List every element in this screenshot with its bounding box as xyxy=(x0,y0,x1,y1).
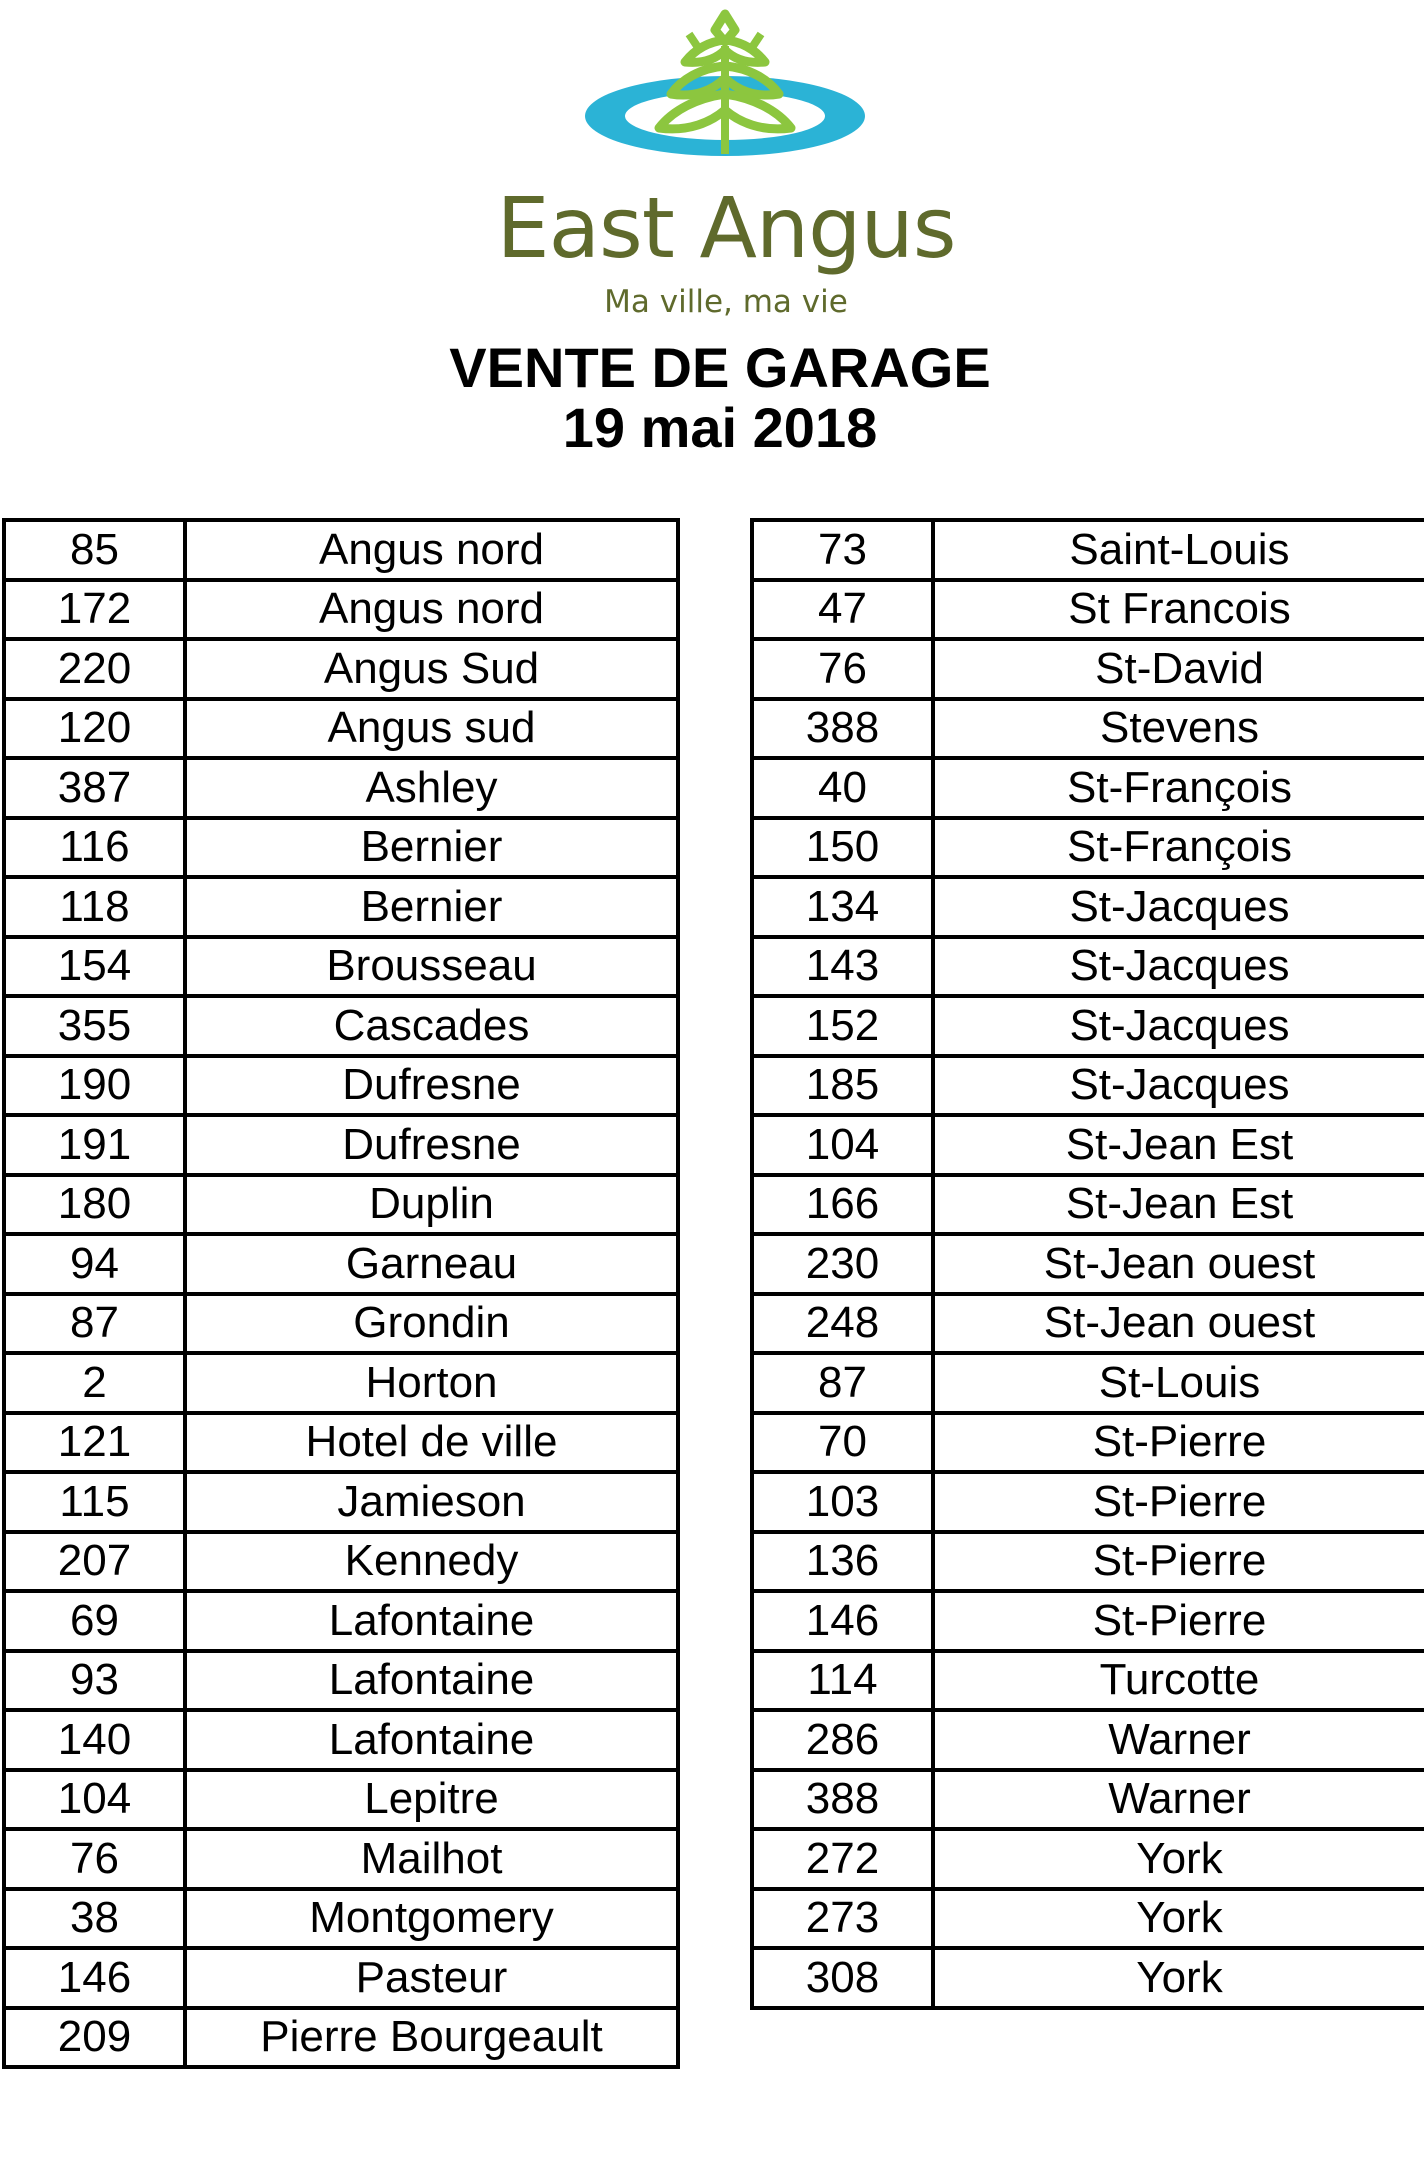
street-name-cell: St-François xyxy=(933,758,1424,818)
table-row xyxy=(4,1889,678,1949)
civic-number-cell: 69 xyxy=(4,1591,185,1651)
table-row xyxy=(752,1056,1424,1116)
street-name-cell: Jamieson xyxy=(185,1472,678,1532)
table-row xyxy=(4,1175,678,1235)
table-row xyxy=(4,937,678,997)
civic-number-cell: 120 xyxy=(4,699,185,759)
civic-number-cell: 190 xyxy=(4,1056,185,1116)
civic-number-cell: 40 xyxy=(752,758,933,818)
table-row xyxy=(752,1889,1424,1949)
street-name-cell: Hotel de ville xyxy=(185,1413,678,1473)
table-row xyxy=(4,1770,678,1830)
street-name-cell: St-Jean ouest xyxy=(933,1294,1424,1354)
address-table-left xyxy=(2,518,680,2069)
table-row xyxy=(4,1294,678,1354)
table-row xyxy=(4,1472,678,1532)
civic-number-cell: 272 xyxy=(752,1829,933,1889)
table-row xyxy=(752,1710,1424,1770)
civic-number-cell: 209 xyxy=(4,2008,185,2068)
civic-number-cell: 87 xyxy=(4,1294,185,1354)
civic-number-cell: 308 xyxy=(752,1948,933,2008)
street-name-cell: Turcotte xyxy=(933,1651,1424,1711)
street-name-cell: York xyxy=(933,1948,1424,2008)
table-row xyxy=(752,1532,1424,1592)
civic-number-cell: 152 xyxy=(752,996,933,1056)
table-row xyxy=(4,520,678,580)
civic-number-cell: 207 xyxy=(4,1532,185,1592)
civic-number-cell: 146 xyxy=(752,1591,933,1651)
street-name-cell: Angus Sud xyxy=(185,639,678,699)
civic-number-cell: 114 xyxy=(752,1651,933,1711)
street-name-cell: Grondin xyxy=(185,1294,678,1354)
table-row xyxy=(4,1948,678,2008)
table-row xyxy=(752,1234,1424,1294)
table-row xyxy=(752,580,1424,640)
table-row xyxy=(752,1472,1424,1532)
table-row xyxy=(4,877,678,937)
street-name-cell: Cascades xyxy=(185,996,678,1056)
table-row xyxy=(752,1175,1424,1235)
table-row xyxy=(4,1710,678,1770)
street-name-cell: St-Louis xyxy=(933,1353,1424,1413)
street-name-cell: Bernier xyxy=(185,877,678,937)
street-name-cell: St-Jacques xyxy=(933,877,1424,937)
table-row xyxy=(4,1056,678,1116)
street-name-cell: Lafontaine xyxy=(185,1651,678,1711)
brand-slogan: Ma ville, ma vie xyxy=(604,284,848,320)
table-row xyxy=(752,639,1424,699)
table-row xyxy=(752,1115,1424,1175)
brand-name: East Angus xyxy=(496,179,956,277)
civic-number-cell: 172 xyxy=(4,580,185,640)
table-row xyxy=(752,699,1424,759)
street-name-cell: Lafontaine xyxy=(185,1710,678,1770)
civic-number-cell: 47 xyxy=(752,580,933,640)
street-name-cell: Angus sud xyxy=(185,699,678,759)
civic-number-cell: 38 xyxy=(4,1889,185,1949)
table-row xyxy=(4,996,678,1056)
civic-number-cell: 388 xyxy=(752,699,933,759)
page-title xyxy=(0,338,1424,458)
table-row xyxy=(752,1294,1424,1354)
civic-number-cell: 166 xyxy=(752,1175,933,1235)
street-name-cell: Ashley xyxy=(185,758,678,818)
street-name-cell: Pierre Bourgeault xyxy=(185,2008,678,2068)
street-name-cell: St-Pierre xyxy=(933,1591,1424,1651)
street-name-cell: St-Pierre xyxy=(933,1532,1424,1592)
street-name-cell: Stevens xyxy=(933,699,1424,759)
civic-number-cell: 286 xyxy=(752,1710,933,1770)
street-name-cell: Pasteur xyxy=(185,1948,678,2008)
table-row xyxy=(4,1115,678,1175)
street-name-cell: Angus nord xyxy=(185,520,678,580)
street-name-cell: Warner xyxy=(933,1710,1424,1770)
street-name-cell: St-Pierre xyxy=(933,1413,1424,1473)
street-name-cell: Bernier xyxy=(185,818,678,878)
street-name-cell: Horton xyxy=(185,1353,678,1413)
civic-number-cell: 230 xyxy=(752,1234,933,1294)
civic-number-cell: 116 xyxy=(4,818,185,878)
table-row xyxy=(752,1948,1424,2008)
street-name-cell: Dufresne xyxy=(185,1056,678,1116)
street-name-cell: St-François xyxy=(933,818,1424,878)
street-name-cell: Lepitre xyxy=(185,1770,678,1830)
street-name-cell: St-Jean ouest xyxy=(933,1234,1424,1294)
table-row xyxy=(752,818,1424,878)
table-row xyxy=(4,1651,678,1711)
civic-number-cell: 220 xyxy=(4,639,185,699)
address-table-right xyxy=(750,518,1424,2010)
civic-number-cell: 103 xyxy=(752,1472,933,1532)
table-row xyxy=(4,1829,678,1889)
street-name-cell: York xyxy=(933,1889,1424,1949)
civic-number-cell: 140 xyxy=(4,1710,185,1770)
table-row xyxy=(4,1591,678,1651)
civic-number-cell: 154 xyxy=(4,937,185,997)
civic-number-cell: 85 xyxy=(4,520,185,580)
street-name-cell: Angus nord xyxy=(185,580,678,640)
street-name-cell: Lafontaine xyxy=(185,1591,678,1651)
table-row xyxy=(752,877,1424,937)
civic-number-cell: 185 xyxy=(752,1056,933,1116)
civic-number-cell: 248 xyxy=(752,1294,933,1354)
table-row xyxy=(4,1234,678,1294)
street-name-cell: St-Jacques xyxy=(933,937,1424,997)
civic-number-cell: 143 xyxy=(752,937,933,997)
civic-number-cell: 387 xyxy=(4,758,185,818)
street-name-cell: Garneau xyxy=(185,1234,678,1294)
civic-number-cell: 118 xyxy=(4,877,185,937)
street-name-cell: St-Jean Est xyxy=(933,1175,1424,1235)
table-row xyxy=(4,699,678,759)
tree-logo-icon xyxy=(585,6,875,166)
table-row xyxy=(4,580,678,640)
civic-number-cell: 94 xyxy=(4,1234,185,1294)
street-name-cell: Mailhot xyxy=(185,1829,678,1889)
table-row xyxy=(752,1829,1424,1889)
table-row xyxy=(752,520,1424,580)
civic-number-cell: 191 xyxy=(4,1115,185,1175)
table-row xyxy=(752,937,1424,997)
street-name-cell: Brousseau xyxy=(185,937,678,997)
street-name-cell: York xyxy=(933,1829,1424,1889)
street-name-cell: St-David xyxy=(933,639,1424,699)
street-name-cell: Dufresne xyxy=(185,1115,678,1175)
street-name-cell: St Francois xyxy=(933,580,1424,640)
civic-number-cell: 146 xyxy=(4,1948,185,2008)
table-row xyxy=(752,1770,1424,1830)
street-name-cell: Duplin xyxy=(185,1175,678,1235)
table-row xyxy=(752,1591,1424,1651)
civic-number-cell: 150 xyxy=(752,818,933,878)
civic-number-cell: 121 xyxy=(4,1413,185,1473)
title-line-1: VENTE DE GARAGE xyxy=(449,336,991,399)
table-row xyxy=(4,758,678,818)
civic-number-cell: 76 xyxy=(4,1829,185,1889)
civic-number-cell: 76 xyxy=(752,639,933,699)
table-row xyxy=(4,818,678,878)
table-row xyxy=(4,1532,678,1592)
civic-number-cell: 87 xyxy=(752,1353,933,1413)
civic-number-cell: 134 xyxy=(752,877,933,937)
civic-number-cell: 115 xyxy=(4,1472,185,1532)
table-row xyxy=(4,1413,678,1473)
civic-number-cell: 73 xyxy=(752,520,933,580)
street-name-cell: St-Jacques xyxy=(933,1056,1424,1116)
civic-number-cell: 388 xyxy=(752,1770,933,1830)
civic-number-cell: 2 xyxy=(4,1353,185,1413)
street-name-cell: Warner xyxy=(933,1770,1424,1830)
table-row xyxy=(4,1353,678,1413)
table-row xyxy=(752,1353,1424,1413)
civic-number-cell: 104 xyxy=(4,1770,185,1830)
civic-number-cell: 93 xyxy=(4,1651,185,1711)
logo xyxy=(0,0,1424,330)
table-row xyxy=(752,758,1424,818)
table-row xyxy=(752,996,1424,1056)
title-line-2: 19 mai 2018 xyxy=(562,396,878,459)
civic-number-cell: 355 xyxy=(4,996,185,1056)
street-name-cell: Kennedy xyxy=(185,1532,678,1592)
civic-number-cell: 136 xyxy=(752,1532,933,1592)
civic-number-cell: 104 xyxy=(752,1115,933,1175)
table-row xyxy=(4,639,678,699)
civic-number-cell: 70 xyxy=(752,1413,933,1473)
table-row xyxy=(752,1651,1424,1711)
street-name-cell: Montgomery xyxy=(185,1889,678,1949)
street-name-cell: St-Jean Est xyxy=(933,1115,1424,1175)
table-row xyxy=(752,1413,1424,1473)
civic-number-cell: 273 xyxy=(752,1889,933,1949)
civic-number-cell: 180 xyxy=(4,1175,185,1235)
street-name-cell: Saint-Louis xyxy=(933,520,1424,580)
table-row xyxy=(4,2008,678,2068)
street-name-cell: St-Jacques xyxy=(933,996,1424,1056)
street-name-cell: St-Pierre xyxy=(933,1472,1424,1532)
